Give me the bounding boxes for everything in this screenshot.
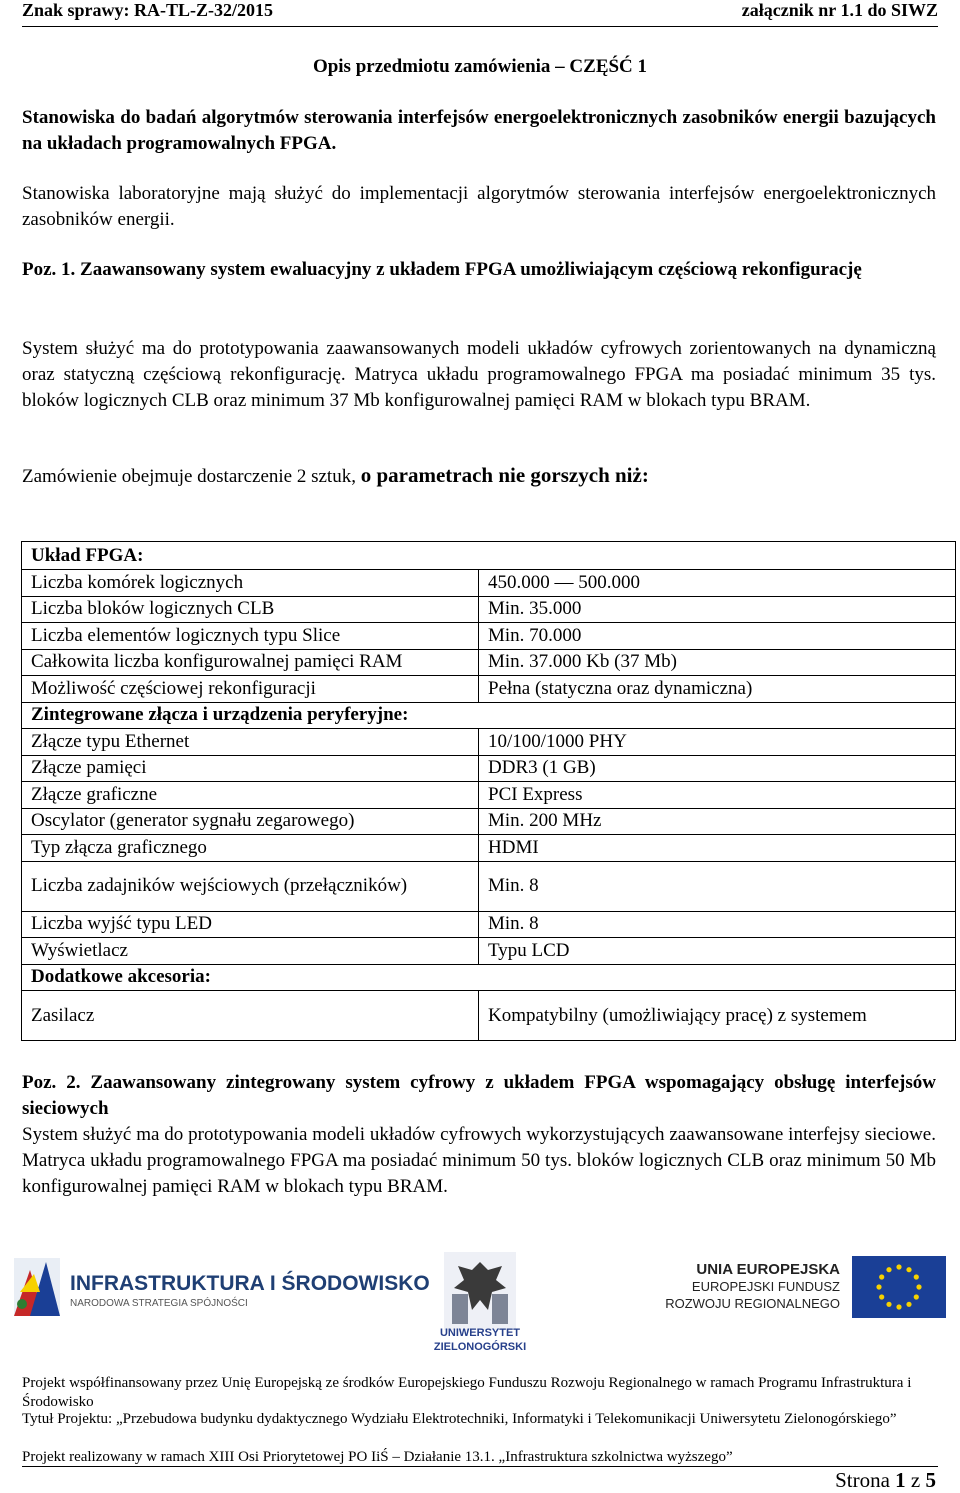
order-emphasis: o parametrach nie gorszych niż:	[360, 463, 649, 487]
item-1-heading: Poz. 1. Zaawansowany system ewaluacyjny z układem FPGA umożliwiającym częściową rekonfigurację	[22, 259, 862, 280]
logo-bar	[0, 1246, 960, 1362]
spec-row	[22, 623, 956, 650]
spec-section-label: Zintegrowane złącza i urządzenia peryferyjne:	[22, 702, 956, 729]
spec-param-name: Złącze typu Ethernet	[22, 729, 479, 756]
intro-paragraph: Stanowiska laboratoryjne mają służyć do implementacji algorytmów sterowania interfejsów energoelektronicznych zasobników energii.	[22, 183, 936, 230]
spec-section-row	[22, 702, 956, 729]
page-title: Opis przedmiotu zamówienia – CZĘŚĆ 1	[312, 56, 648, 77]
spec-param-value: Min. 37.000 Kb (37 Mb)	[479, 649, 956, 676]
item-2-heading: Poz. 2. Zaawansowany zintegrowany system cyfrowy z układem FPGA wspomagający obsługę interfejsów sieciowych	[22, 1072, 936, 1119]
infra-title: INFRASTRUKTURA I ŚRODOWISKO	[70, 1272, 430, 1295]
spec-param-name: Całkowita liczba konfigurowalnej pamięci RAM	[22, 649, 479, 676]
spec-param-name: Liczba zadajników wejściowych (przełączników)	[22, 861, 479, 911]
spec-row	[22, 835, 956, 862]
eu-line2: EUROPEJSKI FUNDUSZ	[691, 1279, 840, 1294]
spec-section-row	[22, 542, 956, 570]
item-1-description: System służyć ma do prototypowania zaawansowanych modeli układów cyfrowych zorientowanych na dynamiczną oraz statyczną częściową rekonfigurację. Matryca układu programowalnego FPGA ma posiadać minimum 35 tys. bloków logicznych CLB oraz minimum 37 Mb konfigurowalnej pamięci RAM w blokach typu BRAM.	[22, 338, 936, 411]
page-number	[835, 1468, 936, 1493]
eu-star-icon	[886, 1267, 891, 1272]
logo-bar-graphic	[0, 1246, 960, 1362]
spec-row	[22, 782, 956, 809]
eu-line3: ROZWOJU REGIONALNEGO	[665, 1296, 840, 1311]
spec-param-value: HDMI	[479, 835, 956, 862]
spec-row	[22, 911, 956, 938]
attachment-label: załącznik nr 1.1 do SIWZ	[741, 0, 938, 20]
eu-line1: UNIA EUROPEJSKA	[696, 1261, 840, 1278]
case-number: Znak sprawy: RA-TL-Z-32/2015	[22, 0, 274, 20]
spec-param-value: Kompatybilny (umożliwiający pracę) z systemem	[479, 991, 956, 1041]
footer-cofinancing: Projekt współfinansowany przez Unię Europejską ze środków Europejskiego Funduszu Rozwoju Regionalnego w ramach Programu Infrastruktura i Środowisko	[22, 1375, 912, 1410]
footer-project-title: Tytuł Projektu: „Przebudowa budynku dydaktycznego Wydziału Elektrotechniki, Informatyki i Telekomunikacji Uniwersytetu Zielonogórskiego”	[22, 1411, 897, 1427]
eu-star-icon	[916, 1284, 921, 1289]
eu-star-icon	[879, 1294, 884, 1299]
uz-line1: UNIWERSYTET	[439, 1327, 521, 1339]
eu-star-icon	[906, 1302, 911, 1307]
eu-star-icon	[879, 1274, 884, 1279]
eu-star-icon	[896, 1264, 901, 1269]
spec-row	[22, 808, 956, 835]
infra-subtitle: NARODOWA STRATEGIA SPÓJNOŚCI	[70, 1298, 248, 1309]
spec-param-value: 10/100/1000 PHY	[479, 729, 956, 756]
page-current: 1	[895, 1468, 906, 1492]
spec-param-name: Liczba wyjść typu LED	[22, 911, 479, 938]
eu-star-icon	[914, 1274, 919, 1279]
spec-row	[22, 676, 956, 703]
spec-section-label: Dodatkowe akcesoria:	[22, 964, 956, 991]
spec-param-value: Min. 70.000	[479, 623, 956, 650]
infrastruktura-logo-icon	[14, 1258, 60, 1316]
spec-row	[22, 938, 956, 965]
spec-row	[22, 649, 956, 676]
spec-row	[22, 596, 956, 623]
footer-realization: Projekt realizowany w ramach XIII Osi Priorytetowej PO IiŚ – Działanie 13.1. „Infrastruktura szkolnictwa wyższego”	[22, 1449, 733, 1465]
spec-row	[22, 991, 956, 1041]
eu-star-icon	[896, 1304, 901, 1309]
item-2-description: System służyć ma do prototypowania modeli układów cyfrowych wykorzystujących zaawansowane interfejsy sieciowe. Matryca układu programowalnego FPGA ma posiadać minimum 50 tys. bloków logicznych CLB oraz minimum 50 Mb konfigurowalnej pamięci RAM w blokach typu BRAM.	[22, 1124, 936, 1197]
spec-param-name: Wyświetlacz	[22, 938, 479, 965]
spec-param-value: Typu LCD	[479, 938, 956, 965]
spec-row	[22, 755, 956, 782]
order-text: Zamówienie obejmuje dostarczenie 2 sztuk,	[22, 466, 356, 487]
spec-section-row	[22, 964, 956, 991]
spec-param-name: Złącze graficzne	[22, 782, 479, 809]
spec-param-value: Min. 8	[479, 911, 956, 938]
eu-flag-icon	[852, 1256, 946, 1318]
spec-param-name: Liczba komórek logicznych	[22, 570, 479, 597]
spec-param-name: Typ złącza graficznego	[22, 835, 479, 862]
spec-section-label: Układ FPGA:	[22, 542, 956, 570]
spec-param-name: Liczba elementów logicznych typu Slice	[22, 623, 479, 650]
uz-line2: ZIELONOGÓRSKI	[433, 1341, 527, 1353]
page-word: Strona	[835, 1468, 890, 1492]
eu-star-icon	[876, 1284, 881, 1289]
eu-star-icon	[914, 1294, 919, 1299]
university-emblem-icon	[444, 1252, 516, 1330]
spec-param-value: Min. 200 MHz	[479, 808, 956, 835]
spec-param-value: DDR3 (1 GB)	[479, 755, 956, 782]
spec-param-value: PCI Express	[479, 782, 956, 809]
spec-param-name: Złącze pamięci	[22, 755, 479, 782]
spec-row	[22, 729, 956, 756]
order-paragraph	[22, 462, 936, 490]
footer-rule	[22, 1466, 938, 1467]
spec-table	[21, 541, 956, 1041]
eu-star-icon	[886, 1302, 891, 1307]
spec-param-name: Możliwość częściowej rekonfiguracji	[22, 676, 479, 703]
spec-param-name: Liczba bloków logicznych CLB	[22, 596, 479, 623]
page-of: z	[910, 1468, 921, 1492]
spec-row	[22, 861, 956, 911]
spec-param-value: 450.000 — 500.000	[479, 570, 956, 597]
spec-param-value: Min. 35.000	[479, 596, 956, 623]
spec-row	[22, 570, 956, 597]
header-rule	[22, 26, 938, 27]
spec-param-value: Pełna (statyczna oraz dynamiczna)	[479, 676, 956, 703]
page-header	[22, 0, 938, 26]
page-total: 5	[925, 1468, 936, 1492]
spec-param-name: Oscylator (generator sygnału zegarowego)	[22, 808, 479, 835]
intro-bold-paragraph: Stanowiska do badań algorytmów sterowania interfejsów energoelektronicznych zasobników energii bazujących na układach programowalnych FPGA.	[22, 107, 936, 154]
spec-param-name: Zasilacz	[22, 991, 479, 1041]
spec-param-value: Min. 8	[479, 861, 956, 911]
eu-star-icon	[906, 1267, 911, 1272]
